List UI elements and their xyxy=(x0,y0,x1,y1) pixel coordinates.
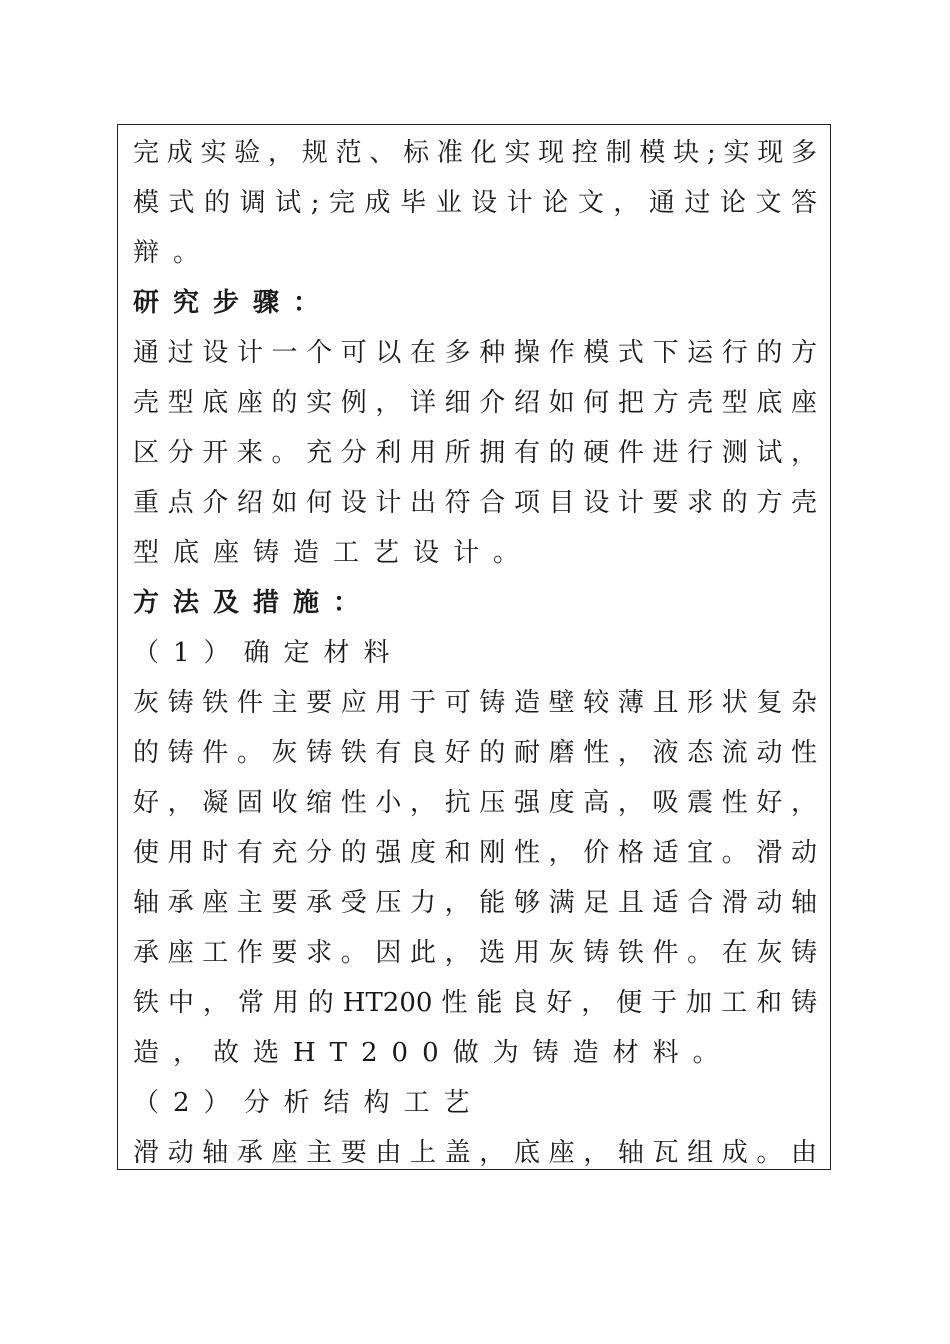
document-body xyxy=(133,128,817,1178)
text-line: 承座工作要求。因此，选用灰铸铁件。在灰铸 xyxy=(133,938,817,968)
subheading-materials: （1）确定材料 xyxy=(133,638,404,668)
text-line: 模式的调试;完成毕业设计论文，通过论文答 xyxy=(133,188,817,218)
text-line: 壳型底座的实例，详细介绍如何把方壳型底座 xyxy=(133,388,817,418)
text-line: 好，凝固收缩性小，抗压强度高，吸震性好， xyxy=(133,788,817,818)
text-line: 铁中，常用的HT200性能良好，便于加工和铸 xyxy=(133,988,817,1018)
text-line: 的铸件。灰铸铁有良好的耐磨性，液态流动性 xyxy=(133,738,817,768)
text-line: 辩。 xyxy=(133,238,214,268)
text-line: 通过设计一个可以在多种操作模式下运行的方 xyxy=(133,338,817,368)
text-line: 型底座铸造工艺设计。 xyxy=(133,538,534,568)
text-line: 灰铸铁件主要应用于可铸造壁较薄且形状复杂 xyxy=(133,688,817,718)
section-heading-methods: 方法及措施： xyxy=(133,588,374,618)
text-line: 轴承座主要承受压力，能够满足且适合滑动轴 xyxy=(133,888,817,918)
section-heading-research-steps: 研究步骤： xyxy=(133,288,334,318)
text-line: 重点介绍如何设计出符合项目设计要求的方壳 xyxy=(133,488,817,518)
text-line: 完成实验，规范、标准化实现控制模块;实现多 xyxy=(133,138,817,168)
text-line: 使用时有充分的强度和刚性，价格适宜。滑动 xyxy=(133,838,817,868)
subheading-structure: （2）分析结构工艺 xyxy=(133,1088,484,1118)
text-line: 造，故选HT200做为铸造材料。 xyxy=(133,1038,733,1068)
text-line: 区分开来。充分利用所拥有的硬件进行测试， xyxy=(133,438,817,468)
text-line: 滑动轴承座主要由上盖，底座，轴瓦组成。由 xyxy=(133,1138,817,1168)
